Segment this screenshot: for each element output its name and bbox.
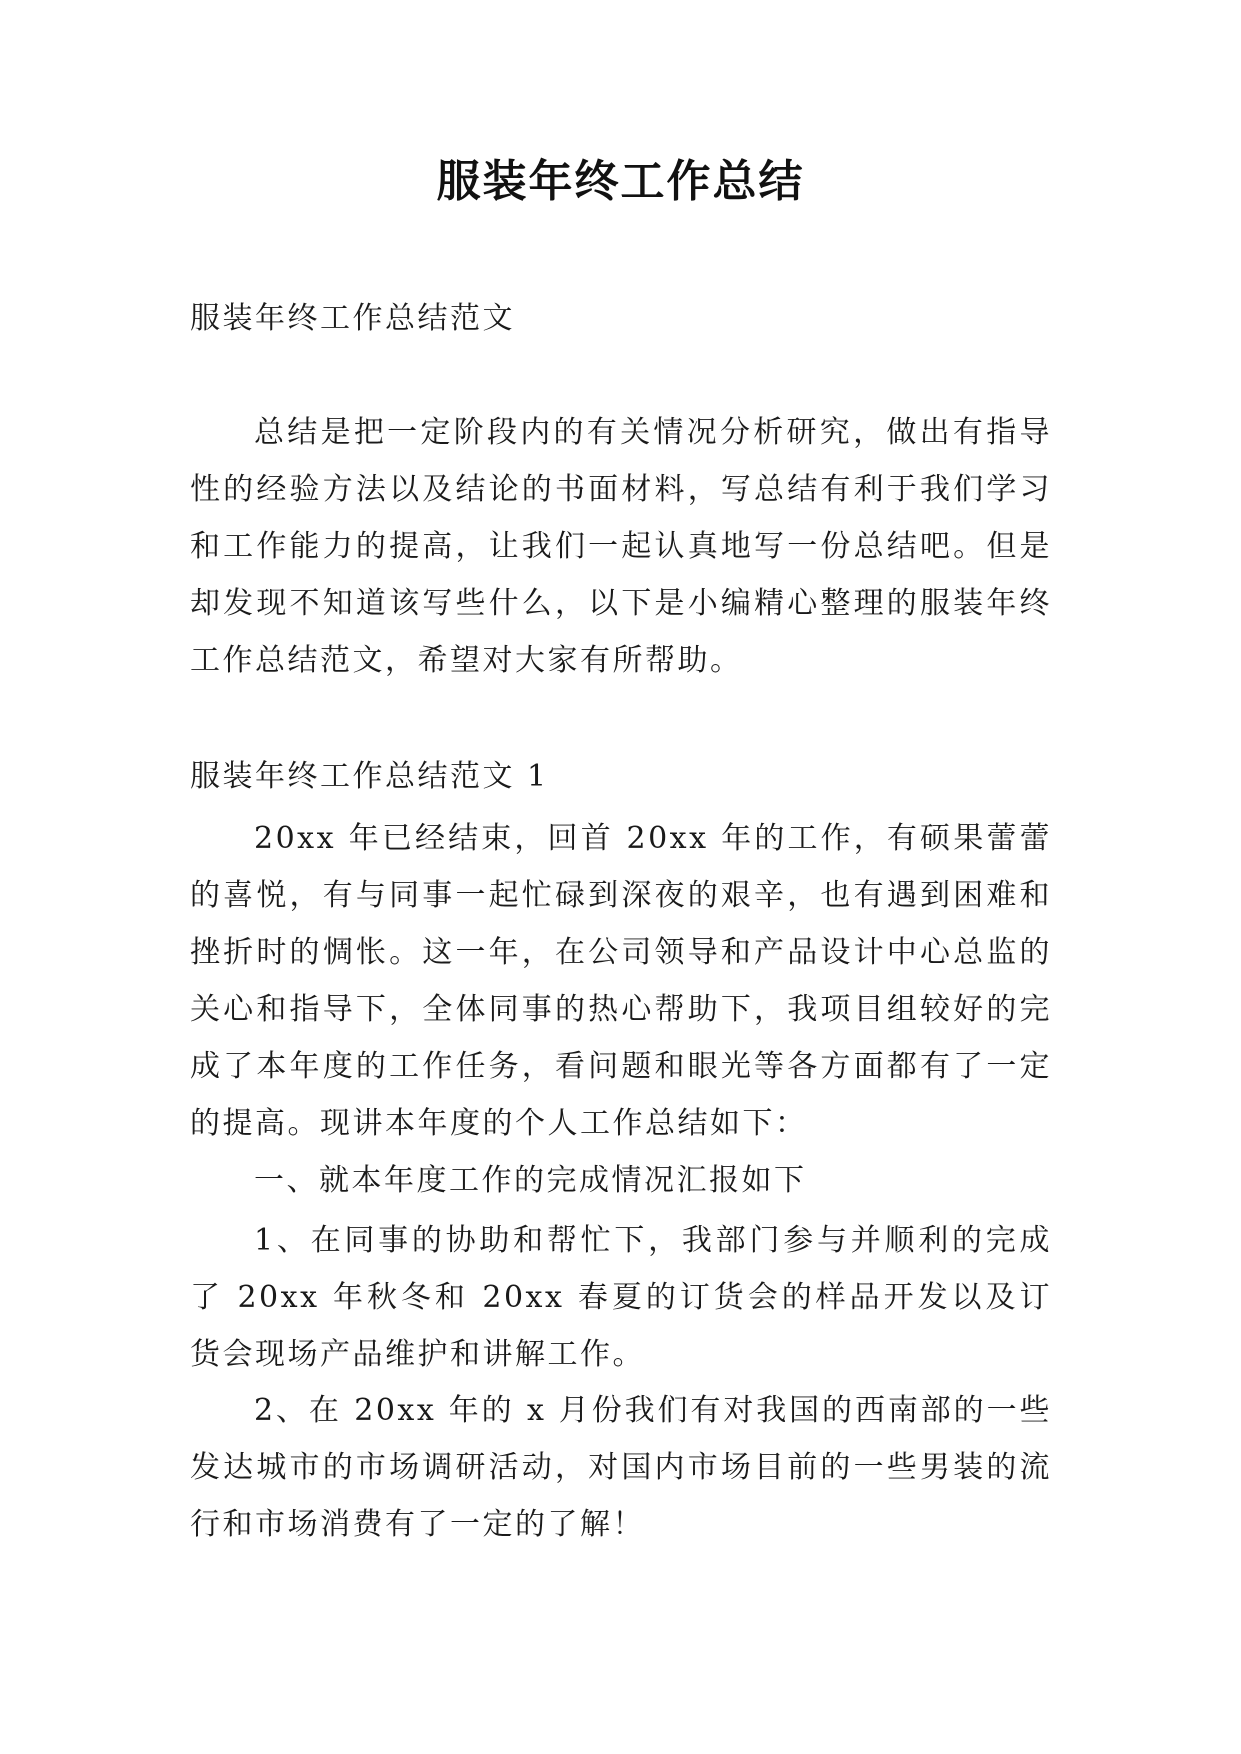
document-title: 服装年终工作总结	[436, 156, 805, 207]
list-item-paragraph: 2、在 20xx 年的 x 月份我们有对我国的西南部的一些发达城市的市场调研活动，对国内市场目前的一些男装的流行和市场消费有了一定的了解！	[190, 1393, 1052, 1542]
intro-paragraph: 总结是把一定阶段内的有关情况分析研究，做出有指导性的经验方法以及结论的书面材料，写总结有利于我们学习和工作能力的提高，让我们一起认真地写一份总结吧。但是却发现不知道该写些什么，以下是小编精心整理的服装年终工作总结范文，希望对大家有所帮助。	[190, 415, 1052, 678]
section-heading: 一、就本年度工作的完成情况汇报如下	[254, 1163, 807, 1198]
list-item-paragraph: 1、在同事的协助和帮忙下，我部门参与并顺利的完成了 20xx 年秋冬和 20xx 春夏的订货会的样品开发以及订货会现场产品维护和讲解工作。	[190, 1223, 1052, 1372]
sample-heading: 服装年终工作总结范文 1	[190, 759, 549, 794]
body-paragraph: 20xx 年已经结束，回首 20xx 年的工作，有硕果蕾蕾的喜悦，有与同事一起忙碌到深夜的艰辛，也有遇到困难和挫折时的惆怅。这一年，在公司领导和产品设计中心总监的关心和指导下，全体同事的热心帮助下，我项目组较好的完成了本年度的工作任务，看问题和眼光等各方面都有了一定的提高。现讲本年度的个人工作总结如下：	[190, 821, 1052, 1141]
document-subtitle: 服装年终工作总结范文	[190, 301, 515, 336]
